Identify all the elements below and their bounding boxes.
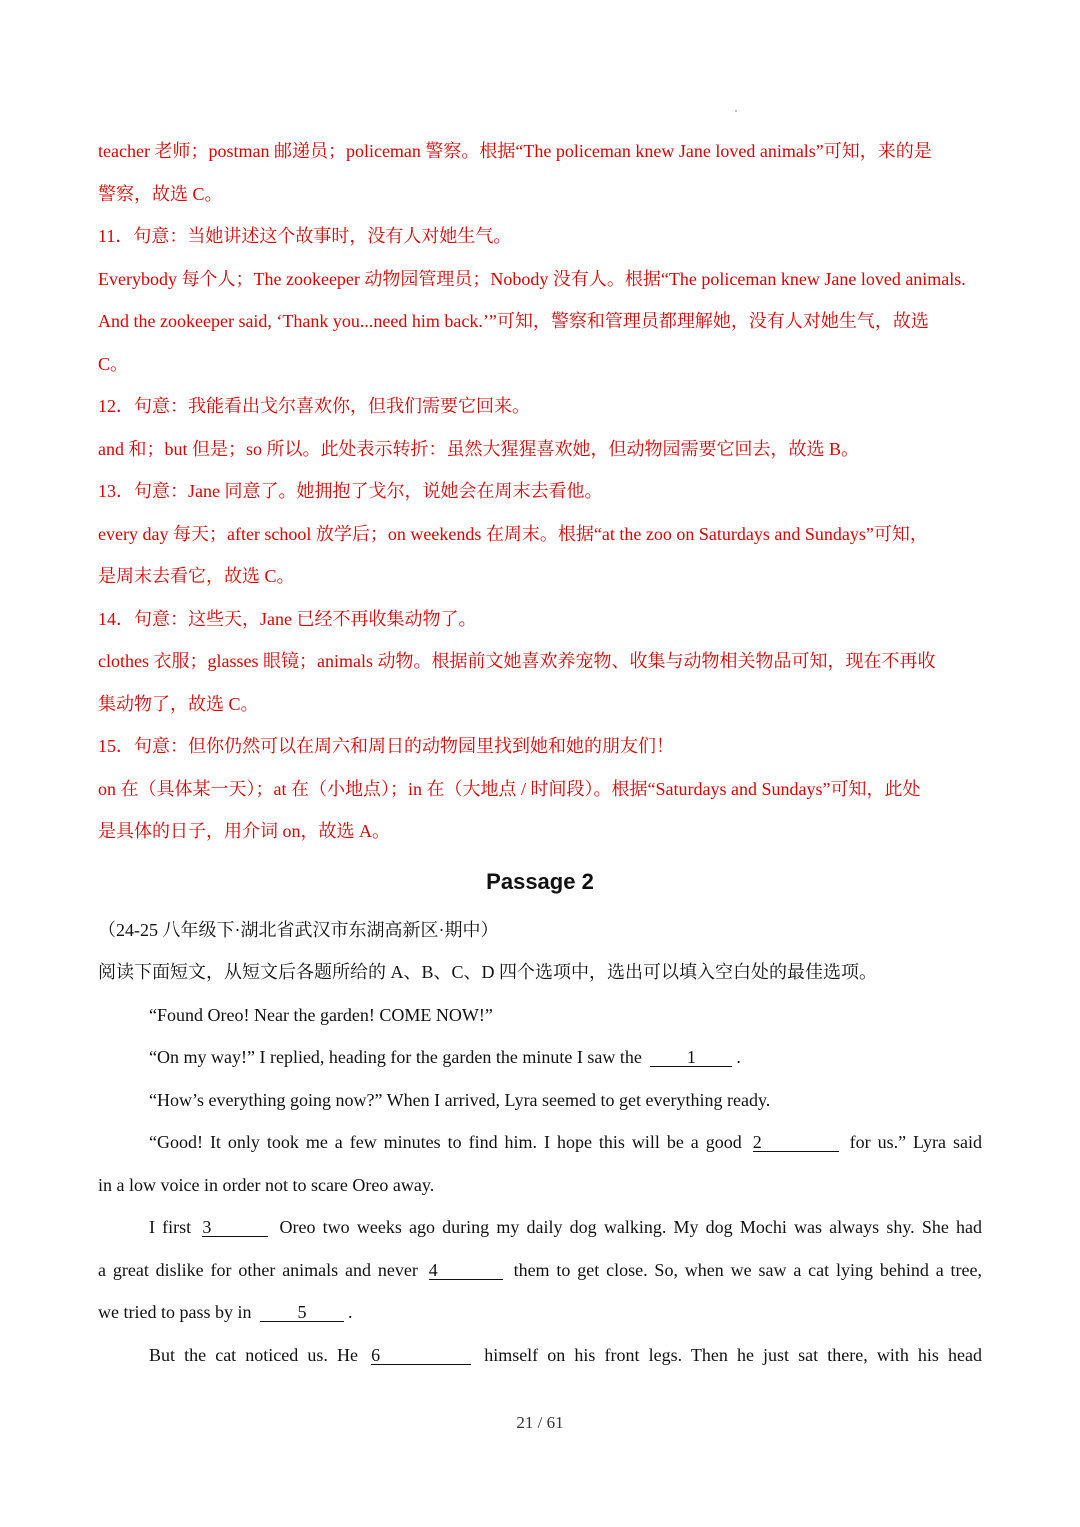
text-span: himself on his front legs. Then he just sat there, with his head [484, 1344, 983, 1365]
text-span: we tried to pass by in [98, 1302, 252, 1322]
answer-explanations [98, 130, 982, 853]
instruction-line: 阅读下面短文，从短文后各题所给的 A、B、C、D 四个选项中，选出可以填入空白处的最佳选项。 [98, 962, 878, 982]
answer-line: 14．句意：这些天，Jane 已经不再收集动物了。 [98, 608, 477, 629]
answer-line: 11．句意：当她讲述这个故事时，没有人对她生气。 [98, 226, 512, 246]
answer-line: every day 每天；after school 放学后；on weekends 在周末。根据“at the zoo on Saturdays and Sundays”可知， [98, 523, 928, 544]
blank-2[interactable]: 2 [753, 1133, 839, 1152]
blank-1[interactable]: 1 [650, 1048, 732, 1067]
answer-line: 13．句意：Jane 同意了。她拥抱了戈尔，说她会在周末去看他。 [98, 481, 603, 501]
text-span: “Good! It only took me a few minutes to find him. I hope this will be a good [149, 1132, 742, 1152]
blank-5[interactable]: 5 [260, 1303, 344, 1322]
answer-line: 警察，故选 C。 [98, 183, 223, 204]
passage-paragraph-4 [98, 1121, 982, 1164]
passage-paragraph-5 [98, 1206, 982, 1249]
scan-dot [735, 110, 737, 112]
page-content [98, 130, 982, 1376]
answer-line: C。 [98, 353, 129, 374]
passage-paragraph-6 [98, 1334, 982, 1377]
blank-6[interactable]: 6 [371, 1346, 471, 1365]
passage-paragraph-2 [98, 1036, 982, 1079]
answer-line: 是周末去看它，故选 C。 [98, 566, 295, 586]
text-span: I first [149, 1217, 192, 1237]
passage-paragraph-4-cont: in a low voice in order not to scare Oreo away. [98, 1174, 435, 1195]
answer-line: And the zookeeper said, ‘Thank you...need him back.’”可知，警察和管理员都理解她，没有人对她生气，故选 [98, 311, 929, 331]
text-span: But the cat noticed us. He [149, 1344, 358, 1365]
blank-4[interactable]: 4 [429, 1261, 503, 1280]
answer-line: clothes 衣服；glasses 眼镜；animals 动物。根据前文她喜欢养宠物、收集与动物相关物品可知，现在不再收 [98, 651, 936, 671]
passage-paragraph-5-line2 [98, 1249, 982, 1292]
passage-title: Passage 2 [486, 868, 594, 894]
answer-line: 是具体的日子，用介词 on，故选 A。 [98, 821, 390, 841]
text-span: “On my way!” I replied, heading for the garden the minute I saw the [149, 1047, 642, 1067]
answer-line: 集动物了，故选 C。 [98, 693, 259, 714]
text-span: a great dislike for other animals and never [98, 1259, 418, 1280]
text-span: them to get close. So, when we saw a cat lying behind a tree, [513, 1259, 983, 1280]
source-line: （24-25 八年级下·湖北省武汉市东湖高新区·期中） [98, 919, 499, 940]
text-span: for us.” Lyra said [849, 1132, 982, 1152]
passage-paragraph-5-line3 [98, 1291, 982, 1334]
answer-line: on 在（具体某一天）；at 在（小地点）；in 在（大地点 / 时间段）。根据“Saturdays and Sundays”可知，此处 [98, 778, 921, 799]
passage-paragraph-3: “How’s everything going now?” When I arrived, Lyra seemed to get everything ready. [149, 1089, 771, 1110]
passage-paragraph-1: “Found Oreo! Near the garden! COME NOW!” [149, 1004, 493, 1025]
text-span: . [736, 1047, 741, 1067]
text-span: Oreo two weeks ago during my daily dog walking. My dog Mochi was always shy. She had [279, 1217, 982, 1237]
answer-line: Everybody 每个人；The zookeeper 动物园管理员；Nobody 没有人。根据“The policeman knew Jane loved animals. [98, 268, 966, 289]
answer-line: 15．句意：但你仍然可以在周六和周日的动物园里找到她和她的朋友们！ [98, 736, 674, 756]
blank-3[interactable]: 3 [202, 1218, 268, 1237]
page-number: 21 / 61 [516, 1413, 564, 1432]
text-span: . [347, 1302, 353, 1322]
answer-line: and 和；but 但是；so 所以。此处表示转折：虽然大猩猩喜欢她，但动物园需要它回去，故选 B。 [98, 438, 859, 459]
answer-line: teacher 老师；postman 邮递员；policeman 警察。根据“The policeman knew Jane loved animals”可知，来的是 [98, 141, 932, 161]
answer-line: 12．句意：我能看出戈尔喜欢你，但我们需要它回来。 [98, 396, 530, 416]
